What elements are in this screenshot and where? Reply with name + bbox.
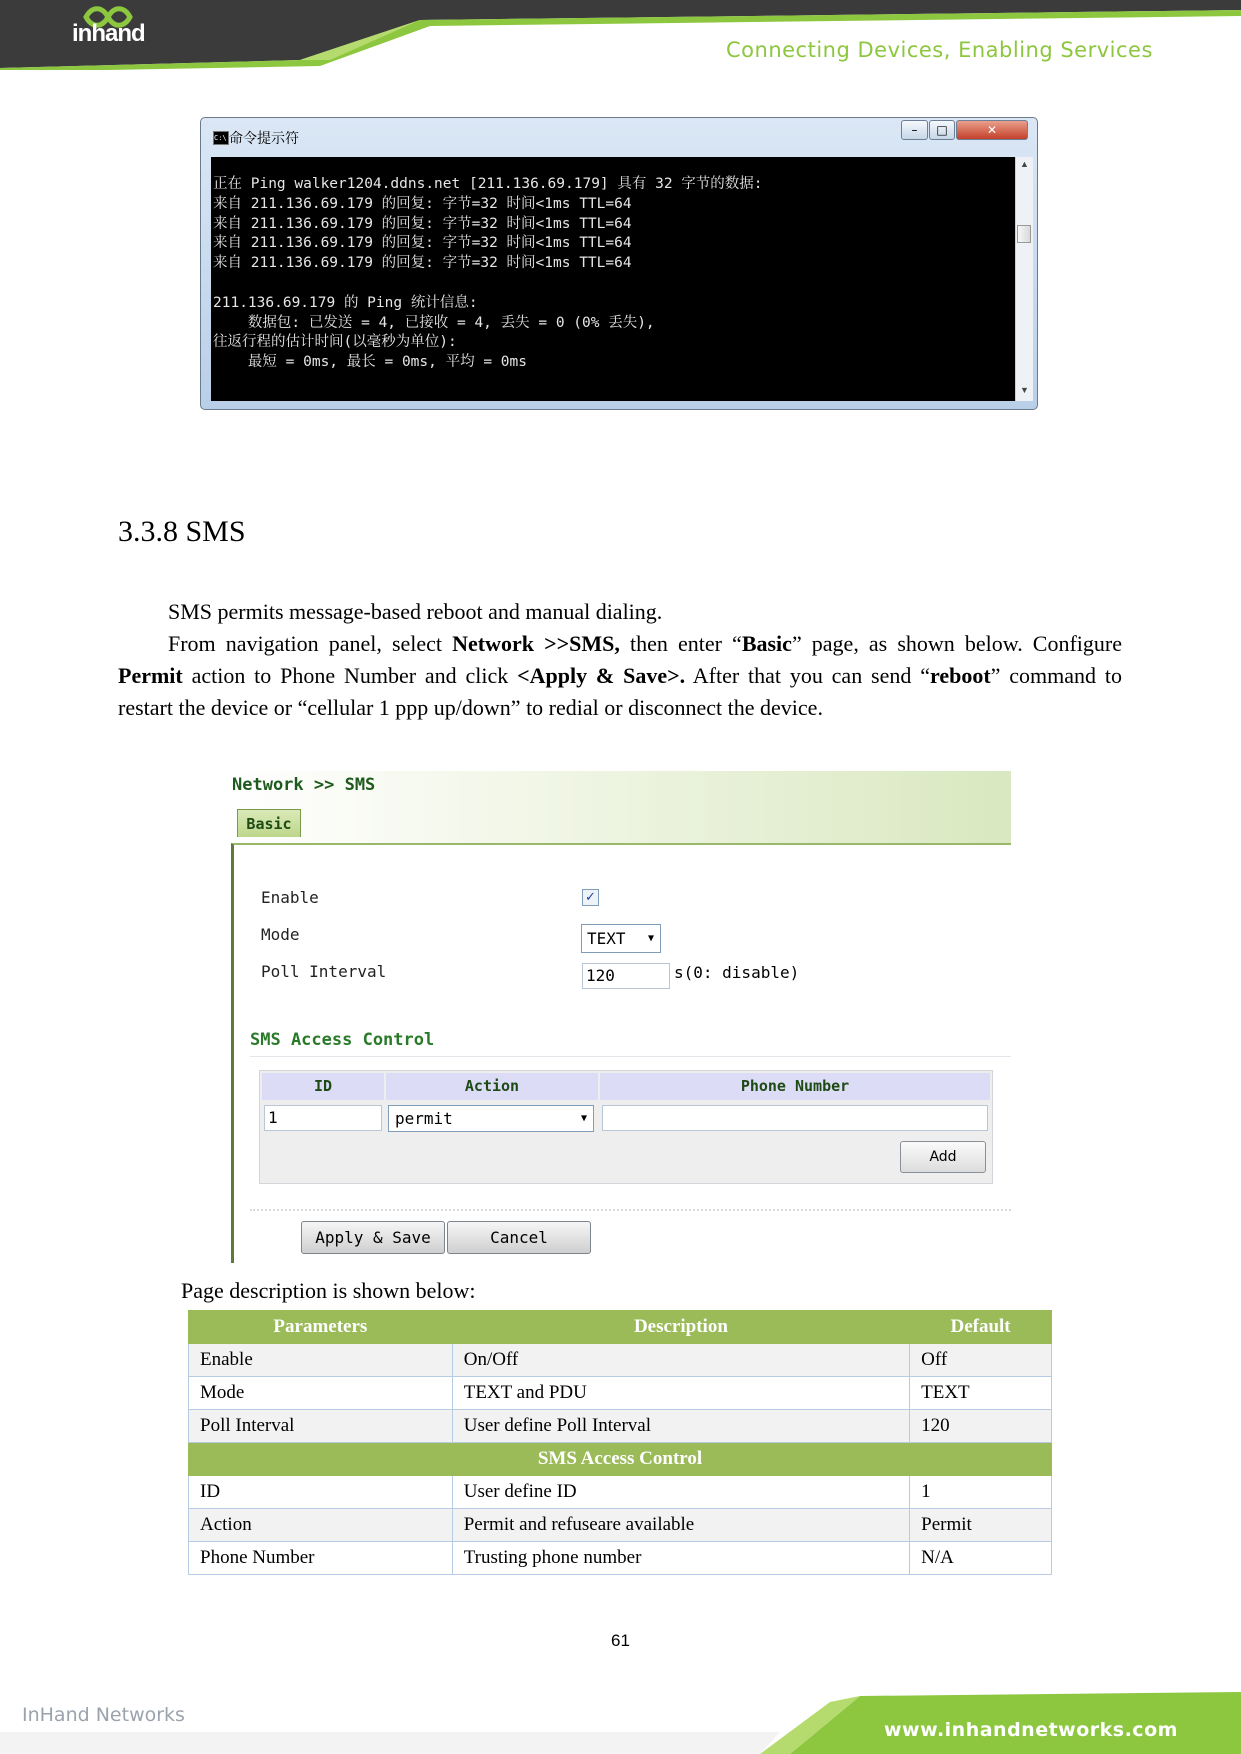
acl-id-input[interactable]: 1 [264, 1105, 382, 1131]
scroll-thumb[interactable] [1017, 225, 1031, 243]
table-row [189, 1476, 1052, 1509]
chevron-down-icon: ▼ [580, 1113, 587, 1124]
footer-brand: InHand Networks [22, 1704, 185, 1726]
cmd-window-title: 命令提示符 [229, 131, 299, 147]
acl-phone-input[interactable] [602, 1105, 988, 1131]
close-button[interactable]: ✕ [956, 120, 1028, 140]
breadcrumb: Network >> SMS [232, 775, 376, 795]
table-cell: ID [189, 1476, 453, 1509]
enable-label: Enable [261, 888, 319, 907]
cmd-window [200, 117, 1038, 410]
scroll-up-arrow-icon[interactable]: ▲ [1020, 159, 1029, 169]
acl-action-select[interactable] [388, 1105, 594, 1132]
text-run-bold: Permit [118, 663, 183, 688]
column-header-parameters: Parameters [189, 1311, 453, 1344]
table-cell: 120 [910, 1410, 1052, 1443]
paragraph-intro: SMS permits message-based reboot and manual dialing. [168, 599, 663, 624]
acl-action-value: permit [395, 1109, 453, 1128]
table-row [189, 1509, 1052, 1542]
cmd-console [211, 157, 1015, 401]
footer-url[interactable]: www.inhandnetworks.com [884, 1719, 1178, 1741]
page-header [229, 771, 1011, 843]
text-run-bold: reboot [929, 663, 991, 688]
table-cell: Permit and refuseare available [452, 1509, 909, 1542]
sms-config-screenshot [229, 771, 1011, 1263]
column-header-phone: Phone Number [600, 1073, 990, 1100]
table-intro: Page description is shown below: [181, 1278, 476, 1303]
cmd-scrollbar[interactable] [1015, 157, 1033, 401]
table-row [189, 1410, 1052, 1443]
apply-save-button[interactable]: Apply & Save [301, 1221, 445, 1254]
sms-form [231, 843, 1011, 1263]
logo-text: inhand [72, 20, 145, 47]
tab-basic[interactable]: Basic [237, 809, 301, 837]
scroll-down-arrow-icon[interactable]: ▼ [1020, 385, 1029, 395]
header-tagline: Connecting Devices, Enabling Services [726, 38, 1153, 62]
table-cell: Poll Interval [189, 1410, 453, 1443]
acl-table [259, 1070, 993, 1184]
maximize-button[interactable]: □ [929, 120, 955, 140]
chevron-down-icon: ▼ [647, 933, 654, 944]
text-run: action to Phone Number and click [182, 663, 518, 688]
poll-interval-label: Poll Interval [261, 962, 387, 981]
column-header-description: Description [452, 1311, 909, 1344]
table-cell: Trusting phone number [452, 1542, 909, 1575]
enable-checkbox[interactable]: ✓ [582, 889, 599, 906]
table-cell: Permit [910, 1509, 1052, 1542]
page-number: 61 [611, 1631, 630, 1650]
table-cell: Phone Number [189, 1542, 453, 1575]
table-cell: On/Off [452, 1344, 909, 1377]
text-run-bold: Network >>SMS, [452, 631, 620, 656]
paragraph-instructions [118, 628, 1122, 724]
poll-interval-input[interactable]: 120 [582, 963, 670, 989]
table-cell: TEXT and PDU [452, 1377, 909, 1410]
cmd-app-icon: C:\ [213, 131, 229, 145]
mode-select[interactable] [581, 924, 661, 953]
column-header-id: ID [262, 1073, 384, 1100]
table-cell: TEXT [910, 1377, 1052, 1410]
text-run: then enter “ [619, 631, 742, 656]
table-cell: Action [189, 1509, 453, 1542]
cancel-button[interactable]: Cancel [447, 1221, 591, 1254]
table-cell: User define Poll Interval [452, 1410, 909, 1443]
table-cell: N/A [910, 1542, 1052, 1575]
parameter-table [188, 1310, 1052, 1575]
mode-select-value: TEXT [587, 929, 626, 948]
table-row [189, 1344, 1052, 1377]
mode-label: Mode [261, 925, 300, 944]
poll-interval-unit: s(0: disable) [674, 963, 800, 982]
text-run: After that you can send “ [685, 663, 930, 688]
section-title: 3.3.8 SMS [118, 515, 246, 548]
table-section-label: SMS Access Control [189, 1443, 1052, 1476]
table-cell: 1 [910, 1476, 1052, 1509]
table-cell: User define ID [452, 1476, 909, 1509]
table-row [189, 1542, 1052, 1575]
text-run-bold: <Apply & Save>. [517, 663, 686, 688]
text-run: ” command to restart the device or “cellular 1 ppp up/down” to redial or disconnect the device. [118, 663, 1122, 720]
cmd-output-text: 正在 Ping walker1204.ddns.net [211.136.69.179] 具有 32 字节的数据: 来自 211.136.69.179 的回复: 字节=32 时间<1ms TTL=64 来自 211.136.69.179 的回复: 字节=32 时间<1ms TTL=64 来自 211.136.69.179 的回复: 字节=32 时间<1ms TTL=64 来自 211.136.69.179 的回复: 字节=32 时间<1ms TTL=64 211.136.69.179 的 Ping 统计信息: 数据包: 已发送 = 4, 已接收 = 4, 丢失 = 0 (0% 丢失), 往返行程的估计时间(以毫秒为单位): 最短 = 0ms, 最长 = 0ms, 平均 = 0ms [213, 176, 763, 371]
table-cell: Mode [189, 1377, 453, 1410]
table-row [189, 1377, 1052, 1410]
text-run: ” page, as shown below. Configure [791, 631, 1123, 656]
divider [250, 1209, 1011, 1211]
table-cell: Off [910, 1344, 1052, 1377]
table-section-row [189, 1443, 1052, 1476]
column-header-action: Action [386, 1073, 598, 1100]
text-run: From navigation panel, select [168, 631, 453, 656]
text-run-bold: Basic [741, 631, 792, 656]
minimize-button[interactable]: – [901, 120, 928, 140]
divider [250, 1056, 1011, 1057]
acl-section-title: SMS Access Control [250, 1030, 435, 1050]
add-button[interactable]: Add [900, 1141, 986, 1173]
table-cell: Enable [189, 1344, 453, 1377]
column-header-default: Default [910, 1311, 1052, 1344]
